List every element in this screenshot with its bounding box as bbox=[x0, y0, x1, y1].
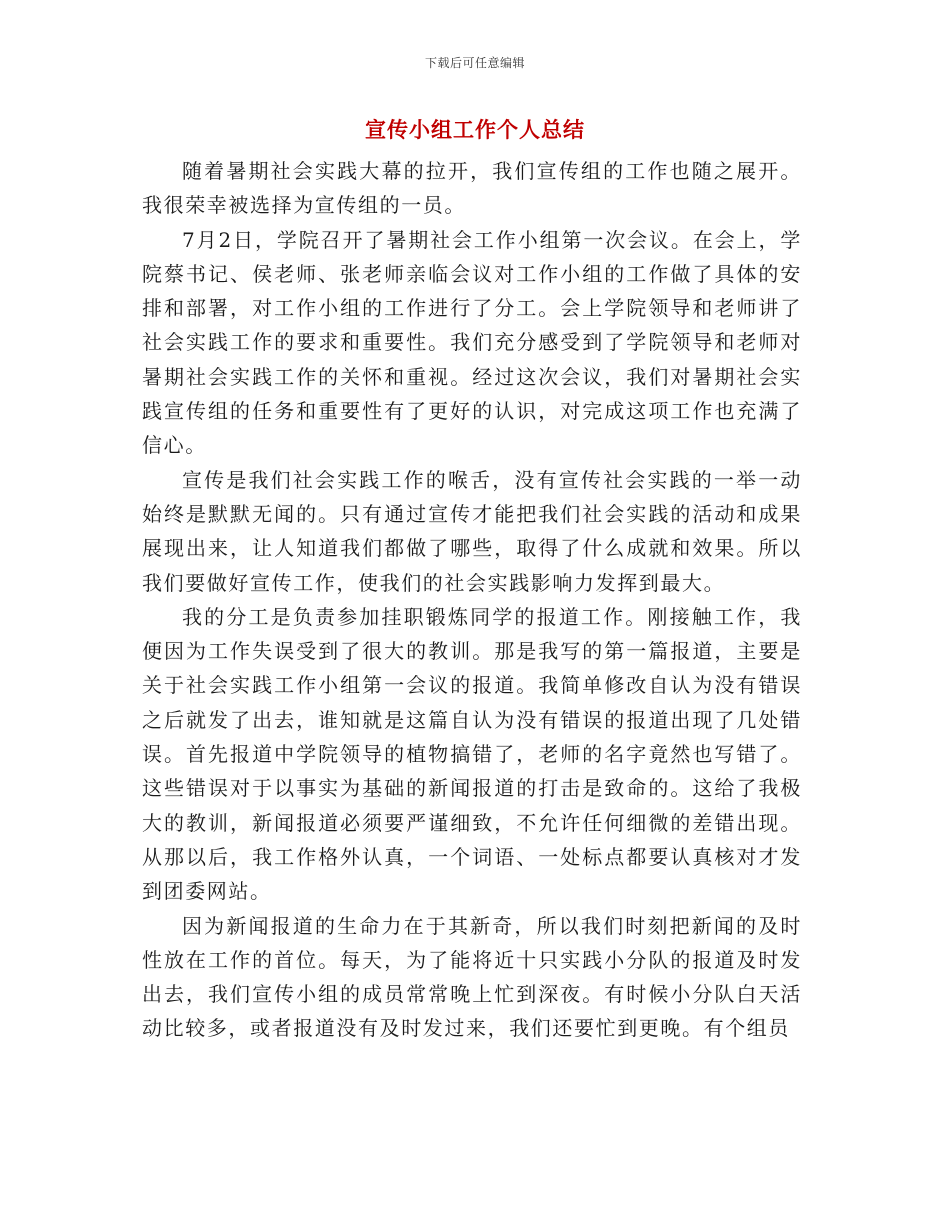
header-note: 下载后可任意编辑 bbox=[424, 56, 525, 70]
paragraph: 我的分工是负责参加挂职锻炼同学的报道工作。刚接触工作，我便因为工作失误受到了很大的教训。那是我写的第一篇报道，主要是关于社会实践工作小组第一会议的报道。我简单修改自认为没有错误之后就发了出去，谁知就是这篇自认为没有错误的报道出现了几处错误。首先报道中学院领导的植物搞错了，老师的名字竟然也写错了。这些错误对于以事实为基础的新闻报道的打击是致命的。这给了我极大的教训，新闻报道必须要严谨细致，不允许任何细微的差错出现。从那以后，我工作格外认真，一个词语、一处标点都要认真核对才发到团委网站。 bbox=[142, 604, 802, 904]
paragraph: 因为新闻报道的生命力在于其新奇，所以我们时刻把新闻的及时性放在工作的首位。每天，为了能将近十只实践小分队的报道及时发出去，我们宣传小组的成员常常晚上忙到深夜。有时候小分队白天活动比较多，或者报道没有及时发过来，我们还要忙到更晚。有个组员 bbox=[142, 913, 802, 1041]
paragraph: 随着暑期社会实践大幕的拉开，我们宣传组的工作也随之展开。我很荣幸被选择为宣传组的一员。 bbox=[142, 159, 802, 218]
paragraph: 7月2日，学院召开了暑期社会工作小组第一次会议。在会上，学院蔡书记、侯老师、张老师亲临会议对工作小组的工作做了具体的安排和部署，对工作小组的工作进行了分工。会上学院领导和老师讲了社会实践工作的要求和重要性。我们充分感受到了学院领导和老师对暑期社会实践工作的关怀和重视。经过这次会议，我们对暑期社会实践宣传组的任务和重要性有了更好的认识，对完成这项工作也充满了信心。 bbox=[142, 227, 802, 458]
document-title: 宣传小组工作个人总结 bbox=[365, 117, 585, 142]
paragraph: 宣传是我们社会实践工作的喉舌，没有宣传社会实践的一举一动始终是默默无闻的。只有通过宣传才能把我们社会实践的活动和成果展现出来，让人知道我们都做了哪些，取得了什么成就和效果。所以我们要做好宣传工作，使我们的社会实践影响力发挥到最大。 bbox=[142, 467, 802, 595]
document-body bbox=[142, 154, 802, 1046]
